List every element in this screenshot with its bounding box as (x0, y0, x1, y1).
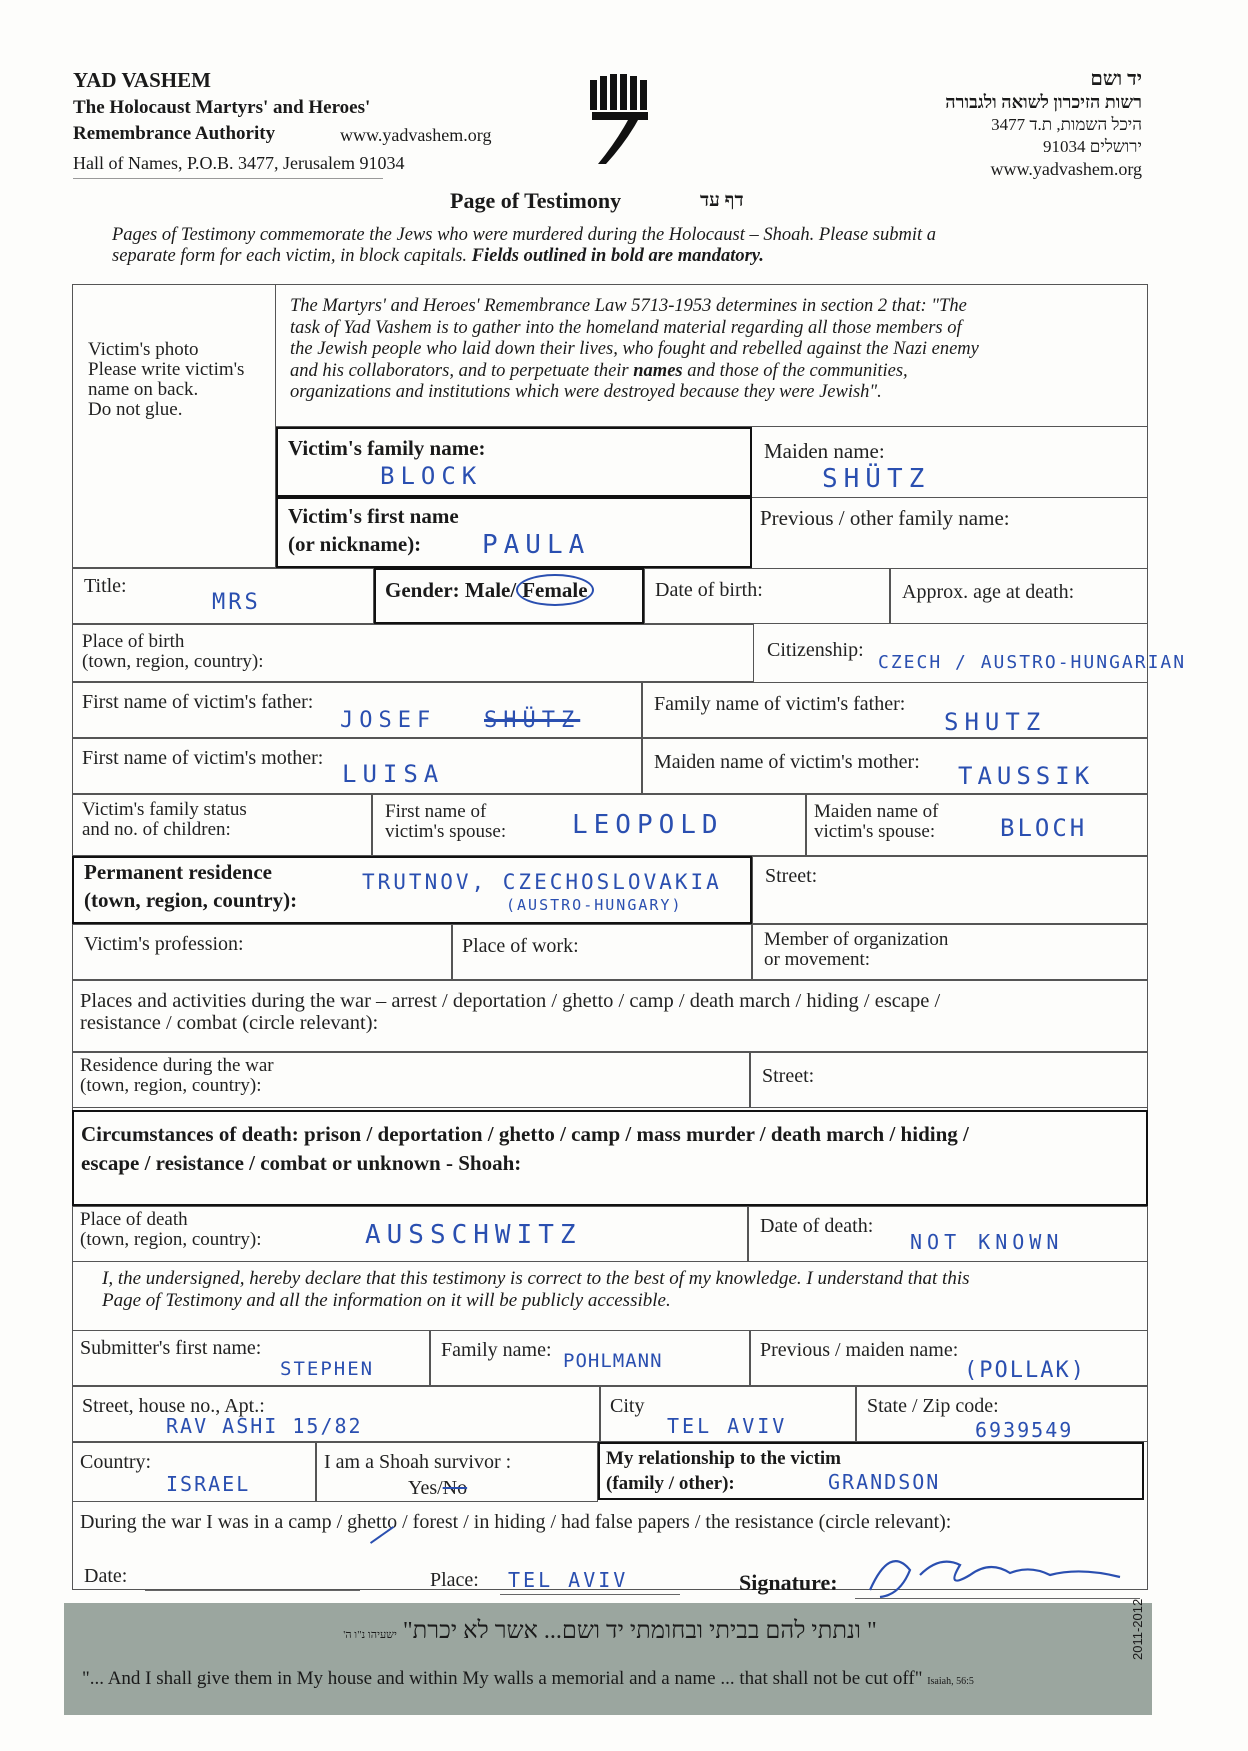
submitter-street-label: Street, house no., Apt.: (82, 1395, 265, 1417)
residence-value-2: (AUSTRO-HUNGARY) (506, 896, 683, 914)
law-line-1: The Martyrs' and Heroes' Remembrance Law 5713-1953 determines in section 2 that: "The (290, 296, 967, 316)
spouse-first-value: LEOPOLD (572, 810, 724, 840)
spouse-maiden-label-2: victim's spouse: (814, 821, 936, 842)
war-residence-label (80, 1056, 274, 1096)
heb-org-line-3: היכל השמות, ת.ד 3477 (991, 115, 1142, 134)
title-value: MRS (212, 590, 261, 615)
submitter-family-value: POHLMANN (563, 1350, 663, 1372)
submitter-country-value: ISRAEL (166, 1472, 251, 1496)
pob-label-1: Place of birth (82, 631, 185, 652)
war-activities-line-1: Places and activities during the war – arrest / deportation / ghetto / camp / death march / hiding / escape / (80, 990, 941, 1012)
submitter-city-label: City (610, 1395, 645, 1417)
form-title-hebrew: דף עד (700, 190, 744, 211)
relationship-label (606, 1446, 841, 1496)
relationship-label-2: (family / other): (606, 1473, 735, 1494)
mother-maiden-value: TAUSSIK (958, 762, 1095, 790)
law-line-4 (290, 361, 979, 383)
dob-label: Date of birth: (655, 579, 763, 601)
war-activities-line-2: resistance / combat (circle relevant): (80, 1012, 379, 1034)
place-line[interactable] (500, 1594, 680, 1595)
during-war-label: During the war I was in a camp / ghetto / forest / in hiding / had false papers / the resistance (circle relevant): (80, 1511, 952, 1533)
war-residence-label-2: (town, region, country): (80, 1075, 262, 1096)
signature-scribble (850, 1535, 1130, 1605)
residence-label-2: (town, region, country): (84, 888, 298, 912)
intro-line-1: Pages of Testimony commemorate the Jews who were murdered during the Holocaust – Shoah. Please submit a (112, 225, 937, 245)
submitter-country-label: Country: (80, 1451, 152, 1473)
family-name-value: BLOCK (380, 462, 483, 490)
gender-male[interactable]: Male (464, 578, 511, 602)
member-label-1: Member of organization (764, 929, 949, 950)
mother-first-label: First name of victim's mother: (82, 747, 324, 769)
maiden-name-value: SHÜTZ (822, 464, 931, 494)
submitter-zip-value: 6939549 (975, 1418, 1074, 1442)
gender-female[interactable]: Female (516, 574, 593, 606)
profession-label: Victim's profession: (84, 933, 244, 955)
declaration-line-2: Page of Testimony and all the information on it will be publicly accessible. (102, 1290, 671, 1311)
survivor-yes[interactable]: Yes (408, 1477, 438, 1499)
photo-line-4: Do not glue. (88, 399, 183, 420)
submitter-family-label: Family name: (441, 1339, 552, 1361)
spouse-maiden-label (814, 802, 939, 842)
submitter-prev-value: (POLLAK) (964, 1358, 1086, 1383)
law-line-3: the Jewish people who laid down their lives, who fought and rebelled against the Nazi enemy (290, 339, 979, 359)
spouse-first-label-2: victim's spouse: (385, 821, 507, 842)
signature-line[interactable] (855, 1598, 1140, 1599)
org-name: YAD VASHEM (73, 68, 211, 92)
family-status-label-1: Victim's family status (82, 799, 247, 820)
citizenship-label: Citizenship: (767, 639, 864, 661)
spouse-first-label (385, 802, 506, 842)
photo-line-3: name on back. (88, 379, 199, 400)
maiden-name-label: Maiden name: (764, 439, 885, 463)
family-name-label: Victim's family name: (288, 436, 486, 460)
family-status-label (82, 800, 247, 840)
pod-value: AUSSCHWITZ (365, 1220, 582, 1250)
pod-label-1: Place of death (80, 1209, 188, 1230)
footer-english-quote (82, 1668, 974, 1690)
gender-label-text: Gender: (385, 578, 460, 602)
member-label (764, 930, 948, 970)
law-line-4b: names (633, 360, 683, 381)
pob-label (82, 632, 264, 672)
family-status-label-2: and no. of children: (82, 819, 231, 840)
workplace-label: Place of work: (462, 935, 579, 957)
declaration-line-1: I, the undersigned, hereby declare that this testimony is correct to the best of my knowledge. I understand that this (102, 1268, 970, 1289)
intro-text: separate form for each victim, in block capitals. (112, 246, 468, 266)
citizenship-value: CZECH / AUSTRO-HUNGARIAN (878, 652, 1187, 673)
photo-line-1: Victim's photo (88, 339, 199, 360)
first-name-value: PAULA (482, 530, 591, 560)
spouse-maiden-value: BLOCH (1000, 814, 1088, 842)
heb-org-name: יד ושם (1090, 68, 1142, 90)
heb-website: www.yadvashem.org (990, 159, 1142, 179)
pod-label (80, 1210, 262, 1250)
footer-english-source: Isaiah, 56:5 (927, 1676, 974, 1687)
law-line-5: organizations and institutions which were destroyed because they were Jewish". (290, 382, 882, 402)
gender-separator: / (510, 578, 517, 602)
submitter-prev-label: Previous / maiden name: (760, 1339, 959, 1361)
form-code: 2011-2012 (1130, 1598, 1145, 1660)
dod-label: Date of death: (760, 1215, 874, 1237)
survivor-label: I am a Shoah survivor : (324, 1451, 512, 1473)
member-label-2: or movement: (764, 949, 871, 970)
survivor-no[interactable]: No (442, 1477, 468, 1499)
residence-street-label: Street: (765, 865, 818, 887)
intro-mandatory: Fields outlined in bold are mandatory. (471, 246, 764, 266)
title-label: Title: (84, 575, 127, 597)
footer-hebrew-source: ישעיהו נ"ו ה' (343, 1629, 397, 1641)
yad-vashem-logo (586, 72, 658, 172)
photo-line-2: Please write victim's (88, 359, 245, 380)
date-label: Date: (84, 1565, 128, 1587)
footer-hebrew-text: " ונתתי להם בביתי ובחומתי יד ושם... אשר לא יכרת" (402, 1618, 877, 1644)
form-title: Page of Testimony (450, 188, 622, 213)
org-line-2: The Holocaust Martyrs' and Heroes' (73, 97, 371, 118)
survivor-separator: / (437, 1477, 443, 1499)
relationship-value: GRANDSON (828, 1470, 941, 1494)
first-name-label-1: Victim's first name (288, 504, 459, 528)
law-text (290, 296, 979, 404)
residence-value-1: TRUTNOV, CZECHOSLOVAKIA (362, 870, 722, 894)
law-line-4a: and his collaborators, and to perpetuate their (290, 360, 629, 381)
photo-box[interactable] (72, 284, 276, 568)
org-address: Hall of Names, P.O.B. 3477, Jerusalem 91034 (73, 153, 405, 173)
gender-label (385, 576, 594, 604)
first-name-label-2: (or nickname): (288, 532, 422, 556)
survivor-options (408, 1478, 467, 1498)
org-website: www.yadvashem.org (340, 125, 492, 145)
pob-label-2: (town, region, country): (82, 651, 264, 672)
circumstances-line-1: Circumstances of death: prison / deportation / ghetto / camp / mass murder / death march / hiding / (81, 1122, 969, 1146)
submitter-street-value: RAV ASHI 15/82 (166, 1414, 363, 1438)
war-activities-label (80, 990, 940, 1034)
law-line-4c: and those of the communities, (687, 360, 908, 381)
footer-english-text: "... And I shall give them in My house and within My walls a memorial and a name ... that shall not be cut off" (82, 1668, 923, 1689)
war-residence-label-1: Residence during the war (80, 1055, 274, 1076)
place-label: Place: (430, 1569, 479, 1591)
father-family-value: SHUTZ (944, 708, 1047, 736)
header-divider (73, 178, 383, 179)
residence-label-1: Permanent residence (84, 860, 272, 884)
date-line[interactable] (145, 1590, 360, 1591)
org-line-3: Remembrance Authority (73, 123, 276, 144)
father-family-label: Family name of victim's father: (654, 693, 906, 715)
mother-maiden-label: Maiden name of victim's mother: (654, 751, 920, 773)
heb-org-line-2: רשות הזיכרון לשואה ולגבורה (945, 92, 1142, 112)
circumstances-label (81, 1120, 969, 1178)
signature-label: Signature: (739, 1570, 838, 1595)
maiden-prev-divider (752, 497, 1148, 498)
spouse-maiden-label-1: Maiden name of (814, 801, 939, 822)
circumstances-line-2: escape / resistance / combat or unknown - Shoah: (81, 1151, 522, 1175)
submitter-first-label: Submitter's first name: (80, 1337, 262, 1359)
dod-value: NOT KNOWN (910, 1230, 1064, 1254)
law-line-2: task of Yad Vashem is to gather into the homeland material regarding all those members of (290, 317, 962, 338)
father-first-value: JOSEF (340, 708, 437, 733)
photo-instructions (88, 340, 244, 420)
mother-first-value: LUISA (342, 760, 445, 788)
father-first-label: First name of victim's father: (82, 691, 314, 713)
submitter-city-value: TEL AVIV (667, 1414, 788, 1438)
heb-org-line-4: ירושלים 91034 (1043, 137, 1142, 156)
father-first-crossed: SHÜTZ (484, 708, 581, 733)
submitter-zip-label: State / Zip code: (867, 1395, 999, 1417)
spouse-first-label-1: First name of (385, 801, 487, 822)
residence-label (84, 858, 297, 914)
submitter-first-value: STEPHEN (280, 1358, 375, 1380)
age-label: Approx. age at death: (902, 581, 1075, 603)
first-name-label (288, 502, 459, 558)
relationship-label-1: My relationship to the victim (606, 1448, 842, 1469)
war-street-label: Street: (762, 1065, 815, 1087)
previous-name-label: Previous / other family name: (760, 506, 1010, 530)
place-value: TEL AVIV (508, 1568, 629, 1592)
declaration (102, 1268, 970, 1312)
intro-line-2 (112, 246, 764, 267)
pod-label-2: (town, region, country): (80, 1229, 262, 1250)
footer-hebrew-quote (260, 1618, 960, 1645)
